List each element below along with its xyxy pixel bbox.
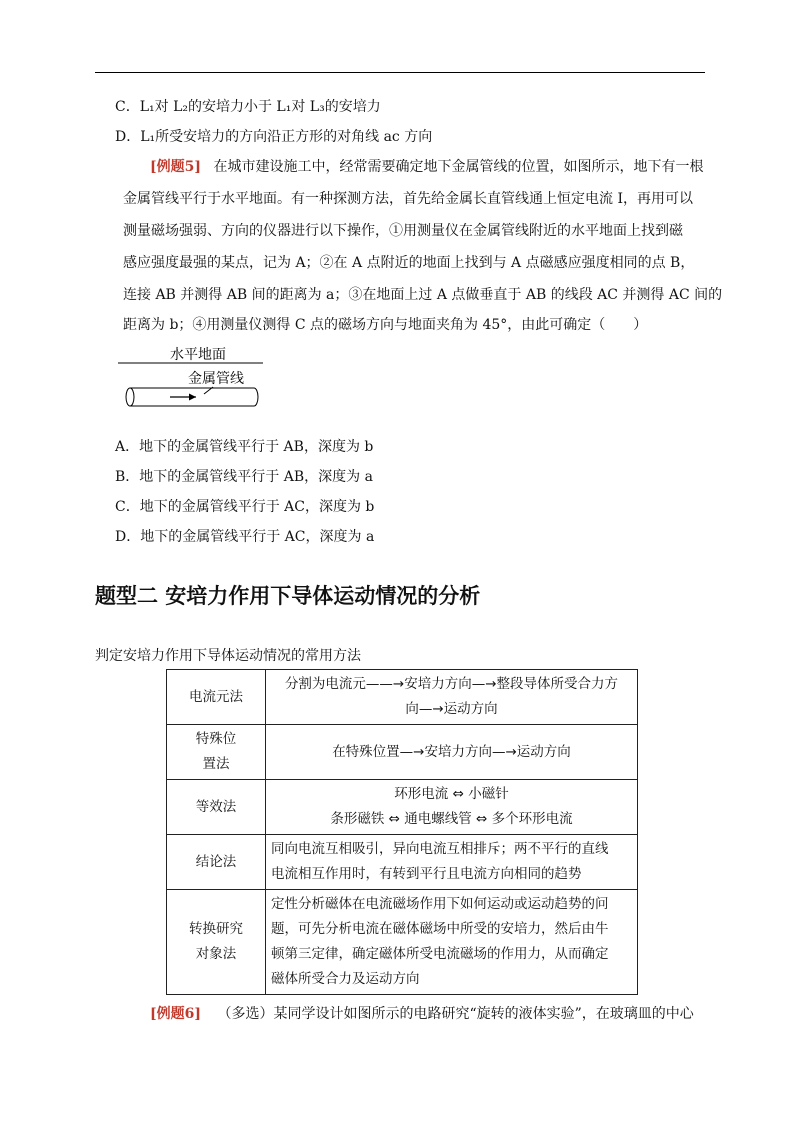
section-title: 题型二 安培力作用下导体运动情况的分析 <box>95 584 481 608</box>
method-name-cell: 特殊位 置法 <box>167 725 266 780</box>
method-desc-cell: 环形电流 ⇔ 小磁针 条形磁铁 ⇔ 通电螺线管 ⇔ 多个环形电流 <box>266 780 638 835</box>
table-row <box>167 780 638 835</box>
example5-text-3: 测量磁场强弱、方向的仪器进行以下操作，①用测量仪在金属管线附近的水平地面上找到磁 <box>123 223 683 239</box>
prev-option-d: D．L₁所受安培力的方向沿正方形的对角线 ac 方向 <box>115 129 433 145</box>
table-row <box>167 890 638 995</box>
pipe-right-end <box>254 388 258 406</box>
example5-text-5: 连接 AB 并测得 AB 间的距离为 a；③在地面上过 A 点做垂直于 AB 的线段 AC 并测得 AC 间的 <box>123 287 723 303</box>
method-desc-cell: 同向电流互相吸引，异向电流互相排斥；两不平行的直线 电流相互作用时，有转到平行且电流方向相同的趋势 <box>266 835 638 890</box>
example6-tag: [例题6] <box>150 1006 201 1022</box>
method-desc-cell: 定性分析磁体在电流磁场作用下如何运动或运动趋势的问 题，可先分析电流在磁体磁场中所受的安培力，然后由牛 顿第三定律，确定磁体所受电流磁场的作用力，从而确定 磁体所受合力及运动方向 <box>266 890 638 995</box>
section-subtitle: 判定安培力作用下导体运动情况的常用方法 <box>95 648 361 664</box>
example6-text: （多选）某同学设计如图所示的电路研究“旋转的液体实验”，在玻璃皿的中心 <box>217 1006 694 1022</box>
method-desc-cell: 分割为电流元——→安培力方向—→整段导体所受合力方 向—→运动方向 <box>266 670 638 725</box>
example5-text-4: 感应强度最强的某点，记为 A；②在 A 点附近的地面上找到与 A 点磁感应强度相同的点 B， <box>123 255 695 271</box>
method-name-cell: 结论法 <box>167 835 266 890</box>
example5-option-d: D．地下的金属管线平行于 AC，深度为 a <box>115 529 375 545</box>
example5-text-2: 金属管线平行于水平地面。有一种探测方法，首先给金属长直管线通上恒定电流 I，再用可以 <box>123 191 693 207</box>
method-name-cell: 等效法 <box>167 780 266 835</box>
example5-option-a: A．地下的金属管线平行于 AB，深度为 b <box>115 439 374 455</box>
method-desc-cell: 在特殊位置—→安培力方向—→运动方向 <box>266 725 638 780</box>
example5-option-c: C．地下的金属管线平行于 AC，深度为 b <box>115 499 375 515</box>
table-row <box>167 725 638 780</box>
example5-text-1: 在城市建设施工中，经常需要确定地下金属管线的位置，如图所示，地下有一根 <box>213 159 704 175</box>
example5-text-6: 距离为 b；④用测量仪测得 C 点的磁场方向与地面夹角为 45°，由此可确定（ ） <box>123 317 648 333</box>
pipe-label: 金属管线 <box>188 371 244 387</box>
example5-first-line <box>150 157 703 177</box>
pipe-figure <box>118 344 268 414</box>
arrowhead-icon <box>189 394 196 401</box>
prev-option-c: C．L₁对 L₂的安培力小于 L₁对 L₃的安培力 <box>115 99 381 115</box>
table-row <box>167 670 638 725</box>
table-row <box>167 835 638 890</box>
header-rule <box>95 72 705 73</box>
method-name-cell: 电流元法 <box>167 670 266 725</box>
example5-option-b: B．地下的金属管线平行于 AB，深度为 a <box>115 469 373 485</box>
method-name-cell: 转换研究 对象法 <box>167 890 266 995</box>
example5-tag: [例题5] <box>150 159 201 175</box>
pipe-left-end <box>126 388 134 406</box>
ground-label: 水平地面 <box>170 347 226 363</box>
methods-table <box>166 669 638 995</box>
example6-line <box>150 1004 694 1024</box>
